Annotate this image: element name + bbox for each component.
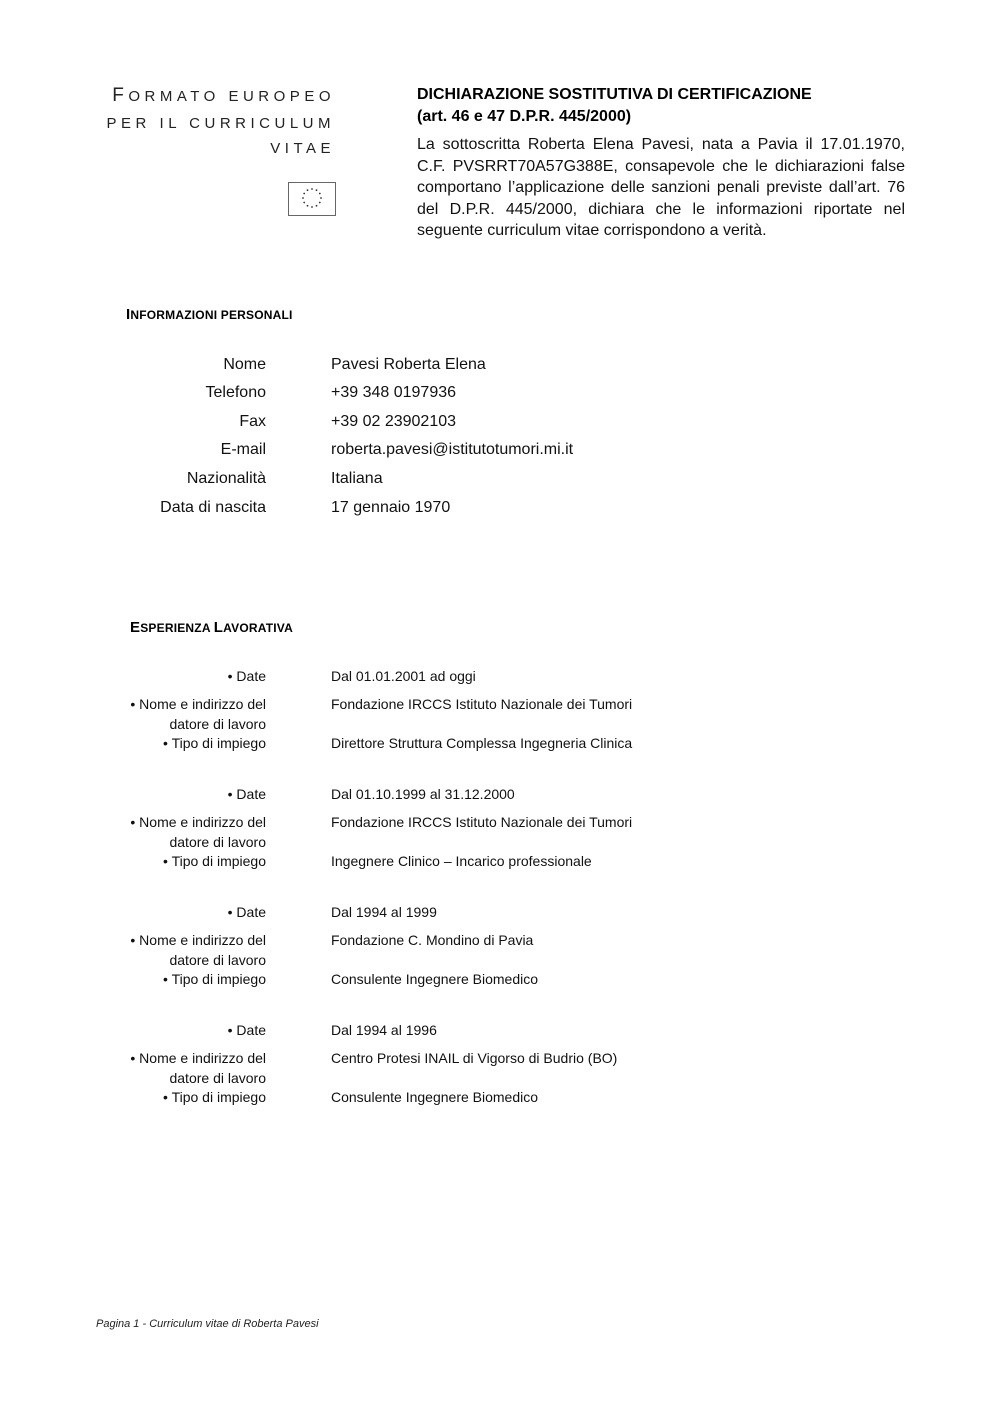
- job-2-date: Dal 01.10.1999 al 31.12.2000: [331, 786, 515, 802]
- job-4-employer: Centro Protesi INAIL di Vigorso di Budrio (BO): [331, 1050, 618, 1066]
- declaration-body: La sottoscritta Roberta Elena Pavesi, nata a Pavia il 17.01.1970, C.F. PVSRRT70A57G388E, consapevole che le dichiarazioni false comportano l’applicazione delle sanzioni penali previste dall’art. 76 del D.P.R. 445/2000, dichiara che le informazioni riportate nel seguente curriculum vitae corrispondono a verità.: [417, 136, 905, 239]
- personal-label-fax: Fax: [239, 413, 266, 430]
- job-3-employer-label: • Nome e indirizzo del datore di lavoro: [130, 932, 266, 968]
- personal-label-phone: Telefono: [205, 384, 266, 401]
- personal-value-phone: +39 348 0197936: [331, 384, 457, 401]
- job-1-employer: Fondazione IRCCS Istituto Nazionale dei Tumori: [331, 696, 633, 712]
- job-2-employer-label: • Nome e indirizzo del datore di lavoro: [130, 814, 266, 850]
- personal-value-nationality: Italiana: [331, 470, 383, 487]
- format-title-line2: PER IL CURRICULUM: [106, 115, 335, 132]
- job-4-type: Consulente Ingegnere Biomedico: [331, 1089, 539, 1105]
- job-3-type-label: • Tipo di impiego: [163, 971, 266, 987]
- personal-value-name: Pavesi Roberta Elena: [331, 356, 486, 373]
- job-2-type-label: • Tipo di impiego: [163, 853, 266, 869]
- job-3-type: Consulente Ingegnere Biomedico: [331, 971, 539, 987]
- eu-star-ring: [302, 188, 322, 208]
- personal-value-birthdate: 17 gennaio 1970: [331, 499, 451, 516]
- page-footer: Pagina 1 - Curriculum vitae di Roberta Pavesi: [96, 1318, 319, 1330]
- work-experience-heading: ESPERIENZA LAVORATIVA: [130, 619, 293, 636]
- job-1-type: Direttore Struttura Complessa Ingegneria Clinica: [331, 735, 633, 751]
- job-1-date: Dal 01.01.2001 ad oggi: [331, 668, 476, 684]
- personal-label-birthdate: Data di nascita: [160, 499, 266, 516]
- eu-stars-icon: [289, 183, 335, 215]
- personal-info-heading: INFORMAZIONI PERSONALI: [126, 306, 293, 323]
- format-title-line3: VITAE: [270, 140, 335, 157]
- job-3-date: Dal 1994 al 1999: [331, 904, 437, 920]
- declaration-title: DICHIARAZIONE SOSTITUTIVA DI CERTIFICAZIONE: [417, 86, 812, 103]
- personal-value-email: roberta.pavesi@istitutotumori.mi.it: [331, 441, 574, 458]
- job-2-date-label: • Date: [227, 786, 266, 802]
- personal-label-name: Nome: [223, 356, 266, 373]
- job-4-employer-label: • Nome e indirizzo del datore di lavoro: [130, 1050, 266, 1086]
- job-2-employer: Fondazione IRCCS Istituto Nazionale dei Tumori: [331, 814, 633, 830]
- job-3-employer: Fondazione C. Mondino di Pavia: [331, 932, 534, 948]
- job-4-date-label: • Date: [227, 1022, 266, 1038]
- declaration-subtitle: (art. 46 e 47 D.P.R. 445/2000): [417, 108, 632, 125]
- eu-flag-logo: [288, 182, 336, 216]
- job-2-type: Ingegnere Clinico – Incarico professionale: [331, 853, 592, 869]
- format-title-line1: FORMATO EUROPEO: [112, 85, 335, 106]
- personal-value-fax: +39 02 23902103: [331, 413, 457, 430]
- job-4-type-label: • Tipo di impiego: [163, 1089, 266, 1105]
- personal-label-email: E-mail: [220, 441, 266, 458]
- job-3-date-label: • Date: [227, 904, 266, 920]
- job-1-employer-label: • Nome e indirizzo del datore di lavoro: [130, 696, 266, 732]
- job-1-type-label: • Tipo di impiego: [163, 735, 266, 751]
- job-1-date-label: • Date: [227, 668, 266, 684]
- personal-label-nationality: Nazionalità: [186, 470, 266, 487]
- job-4-date: Dal 1994 al 1996: [331, 1022, 437, 1038]
